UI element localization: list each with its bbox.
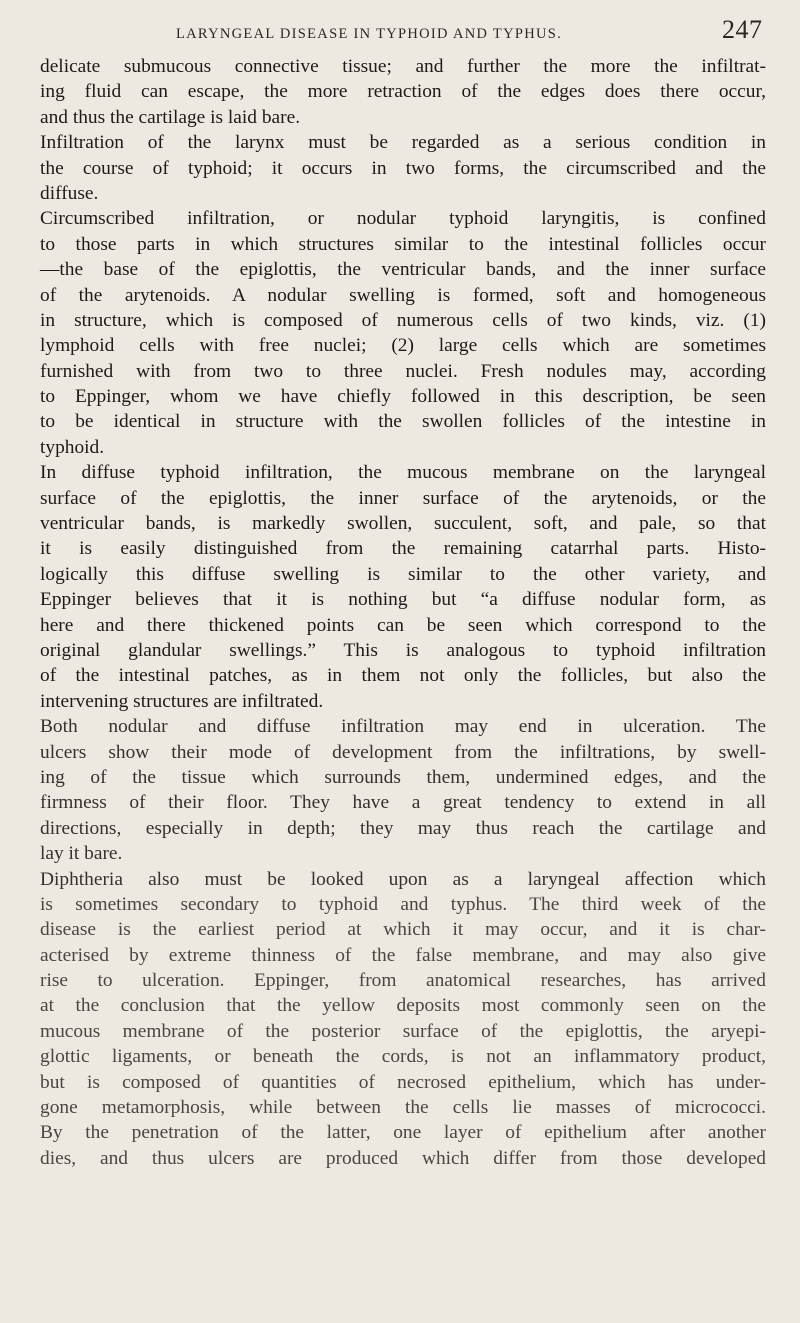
text-line: typhoid. [40, 436, 105, 458]
text-line: acterised by extreme thinness of the false membrane, and may also give [40, 944, 766, 966]
text-line: of the arytenoids. A nodular swelling is formed, soft and homogeneous [40, 284, 766, 306]
text-line: logically this diffuse swelling is similar to the other variety, and [40, 563, 766, 585]
text-line: directions, especially in depth; they may thus reach the cartilage and [40, 817, 766, 839]
text-line: but is composed of quantities of necrosed epithelium, which has under- [40, 1071, 766, 1093]
text-line: disease is the earliest period at which it may occur, and it is char- [40, 919, 766, 941]
text-line: furnished with from two to three nuclei. Fresh nodules may, according [40, 360, 766, 382]
text-line: ing fluid can escape, the more retraction of the edges does there occur, [40, 81, 766, 103]
text-line: in structure, which is composed of numerous cells of two kinds, viz. (1) [40, 309, 766, 331]
text-line: —the base of the epiglottis, the ventricular bands, and the inner surface [40, 259, 766, 281]
text-line: to those parts in which structures similar to the intestinal follicles occur [40, 233, 766, 255]
text-line: intervening structures are infiltrated. [40, 690, 324, 712]
text-line: glottic ligaments, or beneath the cords, is not an inflammatory product, [40, 1046, 766, 1068]
text-line: original glandular swellings.” This is analogous to typhoid infiltration [40, 639, 766, 661]
text-line: By the penetration of the latter, one layer of epithelium after another [40, 1122, 766, 1144]
text-line: to be identical in structure with the swollen follicles of the intestine in [40, 411, 766, 433]
text-line: rise to ulceration. Eppinger, from anatomical researches, has arrived [40, 970, 766, 992]
text-line: Eppinger believes that it is nothing but “a diffuse nodular form, as [40, 589, 766, 611]
text-line: to Eppinger, whom we have chiefly followed in this description, be seen [40, 386, 766, 408]
text-line: surface of the epiglottis, the inner surface of the arytenoids, or the [40, 487, 766, 509]
text-line: dies, and thus ulcers are produced which differ from those developed [40, 1147, 766, 1169]
text-line: is sometimes secondary to typhoid and typhus. The third week of the [40, 893, 766, 915]
text-line: diffuse. [40, 182, 99, 204]
body-text [40, 54, 766, 1171]
text-line: Circumscribed infiltration, or nodular typhoid laryngitis, is confined [40, 208, 766, 230]
text-line: of the intestinal patches, as in them not only the follicles, but also the [40, 665, 766, 687]
text-line: ventricular bands, is markedly swollen, succulent, soft, and pale, so that [40, 513, 766, 535]
running-head [0, 12, 800, 42]
text-line: gone metamorphosis, while between the cells lie masses of micrococci. [40, 1097, 766, 1119]
text-line: it is easily distinguished from the remaining catarrhal parts. Histo- [40, 538, 766, 560]
text-line: firmness of their floor. They have a great tendency to extend in all [40, 792, 766, 814]
text-line: here and there thickened points can be seen which correspond to the [40, 614, 766, 636]
text-line: Diphtheria also must be looked upon as a laryngeal affection which [40, 868, 766, 890]
text-line: ing of the tissue which surrounds them, undermined edges, and the [40, 766, 766, 788]
text-line: lymphoid cells with free nuclei; (2) large cells which are sometimes [40, 335, 766, 357]
text-line: at the conclusion that the yellow deposits most commonly seen on the [40, 995, 766, 1017]
text-line: delicate submucous connective tissue; and further the more the infiltrat- [40, 56, 766, 77]
running-title: LARYNGEAL DISEASE IN TYPHOID AND TYPHUS. [176, 26, 563, 42]
text-line: Both nodular and diffuse infiltration may end in ulceration. The [40, 716, 766, 738]
text-line: Infiltration of the larynx must be regarded as a serious condition in [40, 132, 766, 154]
page-number: 247 [722, 15, 763, 44]
text-line: and thus the cartilage is laid bare. [40, 106, 301, 128]
text-line: In diffuse typhoid infiltration, the mucous membrane on the laryngeal [40, 462, 766, 484]
text-line: ulcers show their mode of development from the infiltrations, by swell- [40, 741, 766, 763]
text-line: mucous membrane of the posterior surface of the epiglottis, the aryepi- [40, 1020, 766, 1042]
text-line: the course of typhoid; it occurs in two forms, the circumscribed and the [40, 157, 766, 179]
text-line: lay it bare. [40, 843, 123, 865]
